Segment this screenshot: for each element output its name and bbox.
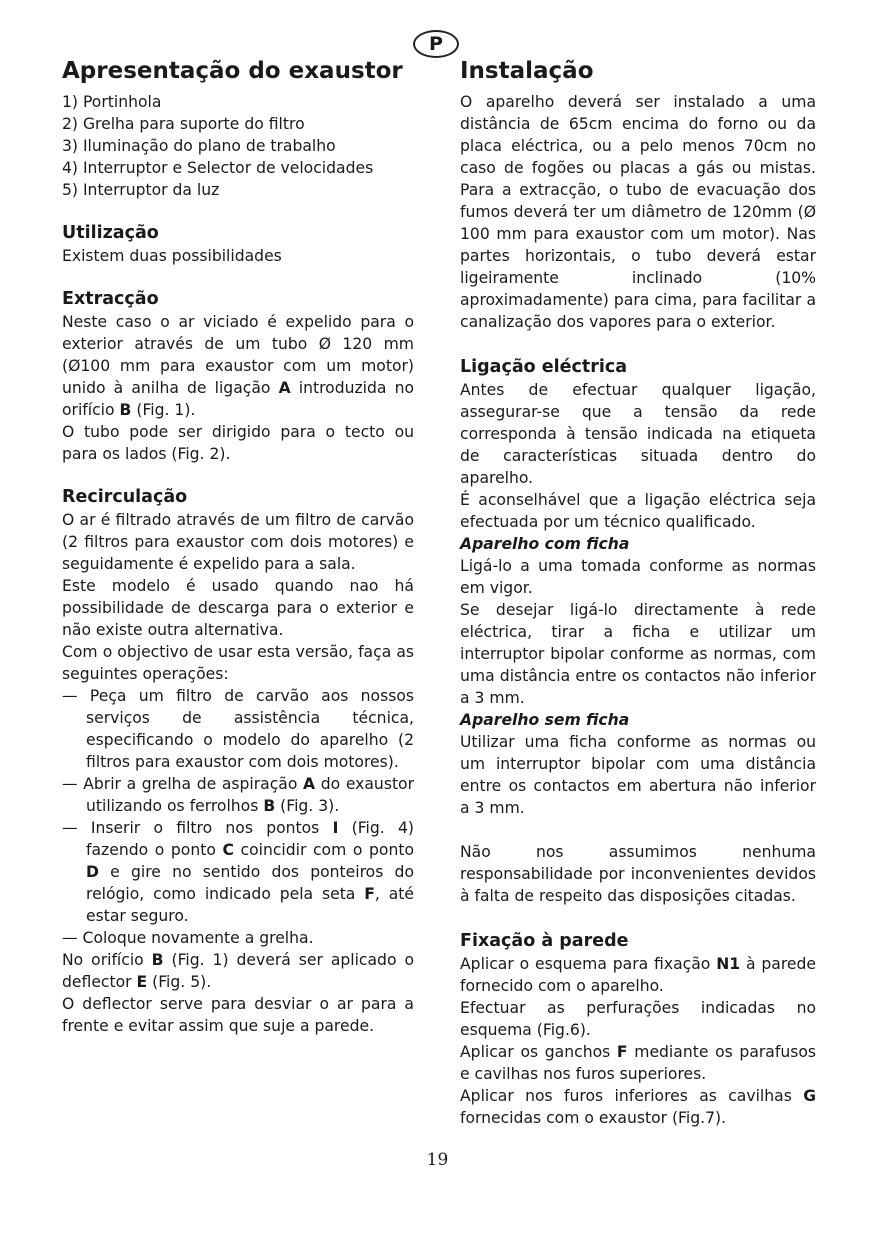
component-item: 4) Interruptor e Selector de velocidades <box>62 159 374 177</box>
subheading-sem-ficha: Aparelho sem ficha <box>460 711 630 729</box>
step-item: — Peça um filtro de carvão aos nossos serviços de assistência técnica, especificando o modelo do aparelho (2 filtros para exaustor com dois motores). <box>62 687 414 771</box>
disclaimer-paragraph: Não nos assumimos nenhuma responsabilidade por inconvenientes devidos à falta de respeito das disposições citadas. <box>460 843 816 905</box>
component-item: 5) Interruptor da luz <box>62 181 220 199</box>
ligacao-paragraph: É aconselhável que a ligação eléctrica seja efectuada por um técnico qualificado. <box>460 491 816 531</box>
heading-ligacao: Ligação eléctrica <box>460 357 628 377</box>
heading-utilizacao: Utilização <box>62 223 159 243</box>
component-item: 3) Iluminação do plano de trabalho <box>62 137 336 155</box>
section-title-presentation: Apresentação do exaustor <box>62 58 403 84</box>
ligacao-paragraph: Antes de efectuar qualquer ligação, assegurar-se que a tensão da rede corresponda à tensão indicada na etiqueta de características situada dentro do aparelho. <box>460 381 816 487</box>
heading-extraccao: Extracção <box>62 289 159 309</box>
component-item: 1) Portinhola <box>62 93 162 111</box>
recirculacao-paragraph: O deflector serve para desviar o ar para a frente e evitar assim que suje a parede. <box>62 995 414 1035</box>
recirculacao-paragraph: Este modelo é usado quando nao há possibilidade de descarga para o exterior e não existe outra alternativa. <box>62 577 414 639</box>
fixacao-paragraph: Aplicar nos furos inferiores as cavilhas G fornecidas com o exaustor (Fig.7). <box>460 1087 816 1127</box>
language-badge: P <box>413 30 459 58</box>
step-item: — Abrir a grelha de aspiração A do exaustor utilizando os ferrolhos B (Fig. 3). <box>62 775 415 815</box>
left-column <box>62 56 414 1037</box>
utilizacao-text: Existem duas possibilidades <box>62 247 282 265</box>
fixacao-paragraph: Aplicar os ganchos F mediante os parafusos e cavilhas nos furos superiores. <box>460 1043 817 1083</box>
recirculacao-paragraph: O ar é filtrado através de um filtro de carvão (2 filtros para exaustor com dois motores) e seguidamente é expelido para a sala. <box>62 511 414 573</box>
extraccao-paragraph: Neste caso o ar viciado é expelido para o exterior através de um tubo Ø 120 mm (Ø100 mm para exaustor com um motor) unido à anilha de ligação A introduzida no orifício B (Fig. 1). <box>62 313 415 419</box>
heading-recirculacao: Recirculação <box>62 487 188 507</box>
page-number: 19 <box>426 1150 449 1170</box>
fixacao-paragraph: Aplicar o esquema para fixação N1 à parede fornecido com o aparelho. <box>460 955 816 995</box>
installation-paragraph: O aparelho deverá ser instalado a uma distância de 65cm encima do forno ou da placa eléctrica, ou a pelo menos 70cm no caso de fogões ou placas a gás ou mistas. Para a extracção, o tubo de evacuação dos fumos deverá ter um diâmetro de 120mm (Ø 100 mm para exaustor com um motor). Nas partes horizontais, o tubo deverá estar ligeiramente inclinado (10% aproximadamente) para cima, para facilitar a canalização dos vapores para o exterior. <box>460 93 816 331</box>
extraccao-paragraph-2: O tubo pode ser dirigido para o tecto ou para os lados (Fig. 2). <box>62 423 414 463</box>
component-item: 2) Grelha para suporte do filtro <box>62 115 305 133</box>
right-column <box>460 56 816 1129</box>
step-item: — Inserir o filtro nos pontos I (Fig. 4) fazendo o ponto C coincidir com o ponto D e gire no sentido dos ponteiros do relógio, como indicado pela seta F, até estar seguro. <box>62 819 414 925</box>
ligacao-paragraph: Ligá-lo a uma tomada conforme as normas em vigor. <box>460 557 816 597</box>
ligacao-paragraph: Utilizar uma ficha conforme as normas ou um interruptor bipolar com uma distância entre os contactos em abertura não inferior a 3 mm. <box>460 733 816 817</box>
subheading-com-ficha: Aparelho com ficha <box>460 535 630 553</box>
recirculacao-paragraph: Com o objectivo de usar esta versão, faça as seguintes operações: <box>62 643 414 683</box>
recirculacao-paragraph: No orifício B (Fig. 1) deverá ser aplicado o deflector E (Fig. 5). <box>62 951 414 991</box>
fixacao-paragraph: Efectuar as perfurações indicadas no esquema (Fig.6). <box>460 999 816 1039</box>
step-item: — Coloque novamente a grelha. <box>62 929 314 947</box>
ligacao-paragraph: Se desejar ligá-lo directamente à rede eléctrica, tirar a ficha e utilizar um interruptor bipolar conforme as normas, com uma distância entre os contactos não inferior a 3 mm. <box>460 601 816 707</box>
heading-fixacao: Fixação à parede <box>460 931 629 951</box>
section-title-installation: Instalação <box>460 58 594 84</box>
